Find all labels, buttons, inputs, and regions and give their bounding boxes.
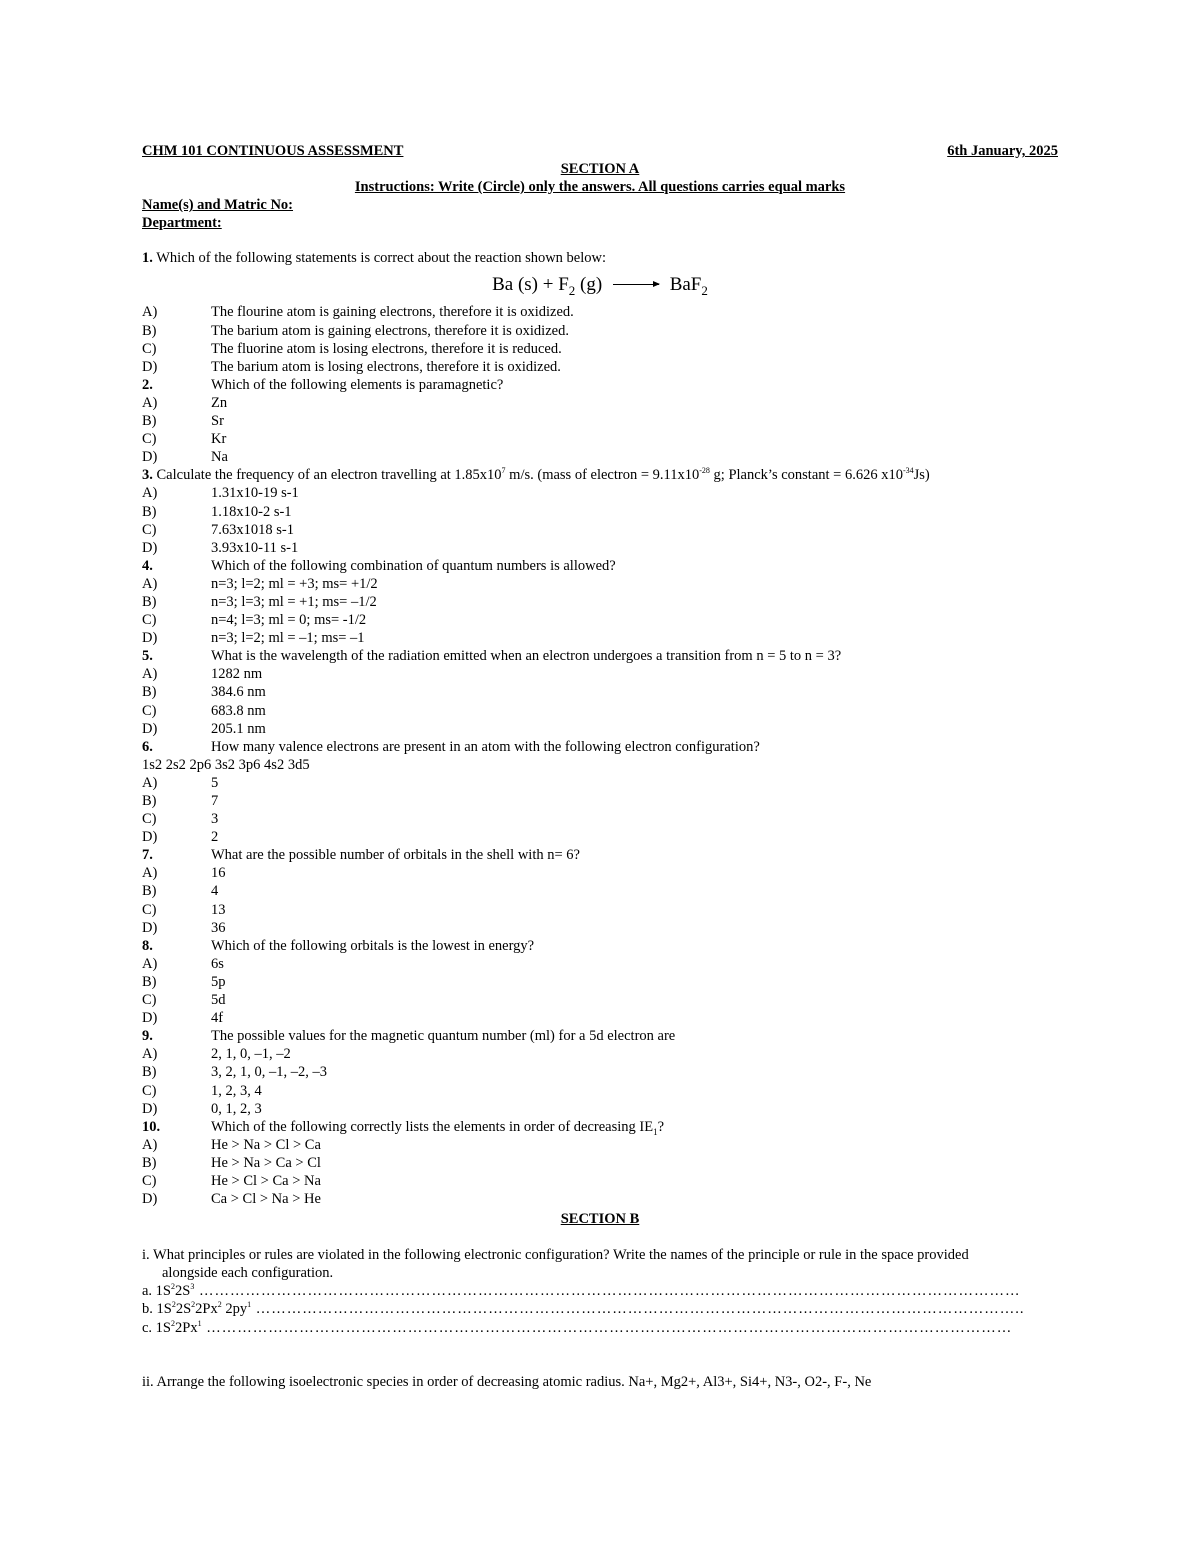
- config-c-answer-line[interactable]: [142, 1319, 1058, 1337]
- name-matric-label: Name(s) and Matric No:: [142, 197, 294, 214]
- option-d[interactable]: D) 4f: [142, 1010, 224, 1027]
- q1-options: [142, 303, 1058, 375]
- option-a[interactable]: A) 16: [142, 865, 226, 882]
- option-c[interactable]: C) 13: [142, 901, 226, 918]
- option-c[interactable]: C) 683.8 nm: [142, 702, 266, 719]
- config-b-answer-line[interactable]: [142, 1300, 1058, 1318]
- superscript: 1: [247, 1300, 252, 1310]
- superscript: 2: [191, 1300, 196, 1310]
- option-c[interactable]: C) 7.63x1018 s-1: [142, 521, 294, 538]
- option-b[interactable]: B) He > Na > Ca > Cl: [142, 1154, 321, 1171]
- option-b[interactable]: B) The barium atom is gaining electrons, therefore it is oxidized.: [142, 322, 569, 339]
- instructions: Instructions: Write (Circle) only the answers. All questions carries equal marks: [354, 179, 846, 196]
- superscript: 2: [217, 1300, 222, 1310]
- question-8: 8. Which of the following orbitals is the lowest in energy?: [142, 937, 535, 954]
- option-a[interactable]: A) 1.31x10-19 s-1: [142, 485, 299, 502]
- superscript: 7: [501, 466, 506, 476]
- option-a[interactable]: A) 6s: [142, 955, 224, 972]
- option-a[interactable]: A) He > Na > Cl > Ca: [142, 1136, 321, 1153]
- config-text: b. 1S: [142, 1301, 172, 1318]
- exam-date: 6th January, 2025: [947, 143, 1058, 159]
- reaction-equation: [142, 267, 1058, 303]
- option-a[interactable]: A) n=3; l=2; ml = +3; ms= +1/2: [142, 575, 378, 592]
- option-d[interactable]: D) n=3; l=2; ml = –1; ms= –1: [142, 630, 365, 647]
- option-c[interactable]: C) 1, 2, 3, 4: [142, 1082, 262, 1099]
- equation-reactants: Ba (s) + F: [492, 274, 569, 296]
- question-7: 7. What are the possible number of orbitals in the shell with n= 6?: [142, 847, 580, 864]
- option-a[interactable]: A) 1282 nm: [142, 666, 263, 683]
- section-b-question-i: [142, 1246, 1058, 1282]
- answer-dots: …………………………………………………………………………………………………………………………………..: [251, 1301, 1025, 1318]
- config-text: 2S: [175, 1301, 192, 1318]
- equation-state: (g): [575, 274, 603, 296]
- option-b[interactable]: B) 4: [142, 883, 219, 900]
- superscript: -34: [902, 466, 914, 476]
- answer-dots: …………………………………………………………………………………………………………………………………………: [201, 1319, 1013, 1336]
- question-text: m/s. (mass of electron = 9.11x10: [505, 467, 700, 484]
- config-text: 2Px: [175, 1319, 198, 1336]
- config-text: 2py: [221, 1301, 248, 1318]
- question-text: ?: [657, 1118, 665, 1135]
- config-text: 2Px: [195, 1301, 218, 1318]
- question-text: g; Planck’s constant = 6.626 x10: [709, 467, 903, 484]
- department-label: Department:: [142, 215, 222, 232]
- superscript: -28: [699, 466, 710, 476]
- option-d[interactable]: D) 2: [142, 829, 219, 846]
- question-4: 4. Which of the following combination of quantum numbers is allowed?: [142, 557, 616, 574]
- document-header: [142, 142, 1058, 160]
- option-b[interactable]: B) n=3; l=3; ml = +1; ms= –1/2: [142, 593, 377, 610]
- question-text: Js): [913, 467, 930, 484]
- question-text: alongside each configuration.: [162, 1265, 334, 1282]
- superscript: 2: [171, 1318, 175, 1328]
- electron-configuration: 1s2 2s2 2p6 3s2 3p6 4s2 3d5: [142, 756, 310, 773]
- option-d[interactable]: D) 36: [142, 919, 226, 936]
- question-10: 10. Which of the following correctly lists the elements in order of decreasing $IE_1$?: [142, 1118, 665, 1137]
- equation-product: BaF: [669, 274, 702, 296]
- option-c[interactable]: C) 3: [142, 811, 219, 828]
- section-b-title: SECTION B: [560, 1211, 640, 1228]
- question-6: 6. How many valence electrons are present in an atom with the following electron configuration?: [142, 738, 760, 755]
- option-b[interactable]: B) 384.6 nm: [142, 684, 266, 701]
- option-b[interactable]: B) 3, 2, 1, 0, –1, –2, –3: [142, 1064, 327, 1081]
- question-text: Calculate the frequency of an electron travelling at 1.85x10: [156, 467, 502, 484]
- question-1: [142, 249, 1058, 267]
- option-a[interactable]: A) Zn: [142, 394, 228, 411]
- equation-subscript: 2: [568, 283, 576, 299]
- config-text: a. 1S: [142, 1283, 171, 1300]
- option-b[interactable]: B) 5p: [142, 973, 226, 990]
- option-b[interactable]: B) Sr: [142, 413, 224, 430]
- section-a-title: SECTION A: [560, 161, 640, 177]
- answer-dots: ……………………………………………………………………………………………………………………………………………: [194, 1283, 1021, 1300]
- option-d[interactable]: D) 205.1 nm: [142, 720, 266, 737]
- option-c[interactable]: C) n=4; l=3; ml = 0; ms= -1/2: [142, 612, 367, 629]
- section-b-question-ii: ii. Arrange the following isoelectronic species in order of decreasing atomic radius. Na+, Mg2+, Al3+, Si4+, N3-, O2-, F-, Ne: [142, 1373, 872, 1390]
- question-text: i. What principles or rules are violated in the following electronic configuration? Write the names of the principle or rule in the space provided: [142, 1247, 969, 1264]
- config-text: 2S: [175, 1283, 191, 1300]
- question-number: 3.: [142, 467, 153, 484]
- question-3: [142, 466, 1058, 484]
- option-d[interactable]: D) The barium atom is losing electrons, therefore it is oxidized.: [142, 358, 561, 375]
- course-title: CHM 101 CONTINUOUS ASSESSMENT: [142, 143, 404, 159]
- question-5: 5. What is the wavelength of the radiation emitted when an electron undergoes a transition from n = 5 to n = 3?: [142, 648, 842, 665]
- superscript: 2: [171, 1300, 176, 1310]
- question-9: 9. The possible values for the magnetic quantum number (ml) for a 5d electron are: [142, 1028, 676, 1045]
- document-page: [142, 142, 1058, 1391]
- superscript: 1: [197, 1318, 202, 1328]
- superscript: 3: [190, 1282, 195, 1292]
- option-d[interactable]: D) 0, 1, 2, 3: [142, 1100, 262, 1117]
- option-b[interactable]: B) 1.18x10-2 s-1: [142, 503, 292, 520]
- reaction-arrow-icon: [613, 284, 659, 285]
- subscript: 1: [653, 1126, 658, 1137]
- option-c[interactable]: C) 5d: [142, 992, 226, 1009]
- question-2: 2. Which of the following elements is paramagnetic?: [142, 376, 504, 393]
- option-d[interactable]: D) 3.93x10-11 s-1: [142, 539, 299, 556]
- option-d[interactable]: D) Na: [142, 449, 228, 466]
- option-a[interactable]: A) The flourine atom is gaining electrons, therefore it is oxidized.: [142, 304, 574, 321]
- option-c[interactable]: C) He > Cl > Ca > Na: [142, 1172, 321, 1189]
- equation-product-subscript: 2: [701, 283, 708, 299]
- question-text: Which of the following correctly lists the elements in order of decreasing IE: [211, 1118, 654, 1135]
- option-d[interactable]: D) Ca > Cl > Na > He: [142, 1191, 321, 1208]
- question-number: 1.: [142, 250, 153, 267]
- config-a-answer-line[interactable]: [142, 1282, 1058, 1300]
- config-text: c. 1S: [142, 1319, 171, 1336]
- option-c[interactable]: C) Kr: [142, 431, 227, 448]
- option-a[interactable]: A) 5: [142, 774, 219, 791]
- option-c[interactable]: C) The fluorine atom is losing electrons, therefore it is reduced.: [142, 340, 562, 357]
- question-text: Which of the following statements is correct about the reaction shown below:: [156, 250, 607, 267]
- superscript: 2: [171, 1282, 175, 1292]
- option-b[interactable]: B) 7: [142, 793, 219, 809]
- option-a[interactable]: A) 2, 1, 0, –1, –2: [142, 1046, 291, 1063]
